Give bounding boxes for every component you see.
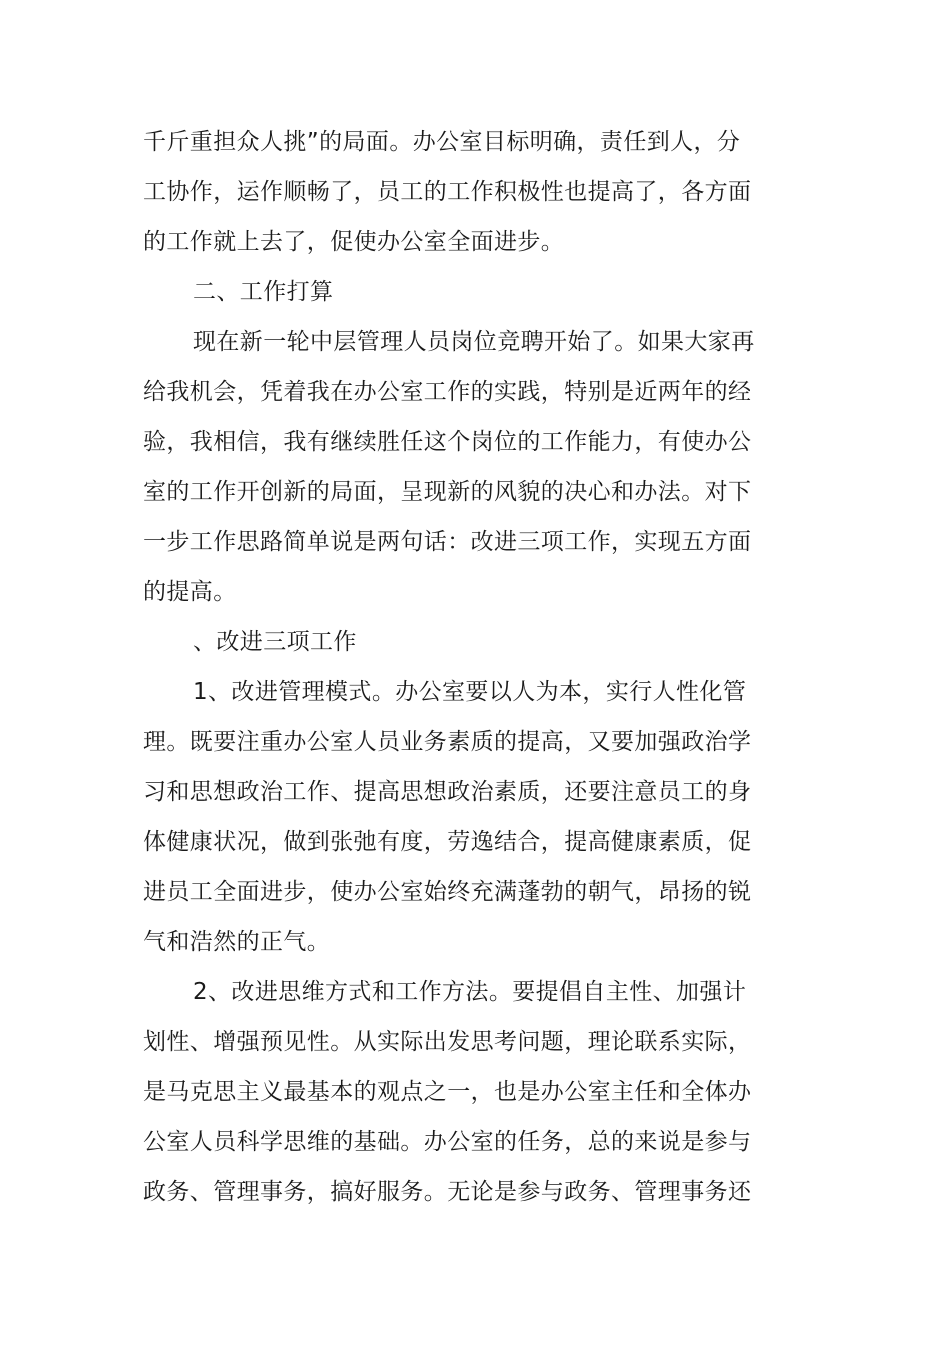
text-line: 、改进三项工作 [193,629,357,655]
text-line: 习和思想政治工作、提高思想政治素质，还要注意员工的身 [143,779,752,805]
text-line: 气和浩然的正气。 [143,929,331,955]
text-line: 工协作，运作顺畅了，员工的工作积极性也提高了，各方面 [143,179,752,205]
text-line: 的工作就上去了，促使办公室全面进步。 [143,229,565,255]
text-line: 公室人员科学思维的基础。办公室的任务，总的来说是参与 [143,1129,752,1155]
text-line: 一步工作思路简单说是两句话：改进三项工作，实现五方面 [143,529,752,555]
text-line: 给我机会，凭着我在办公室工作的实践，特别是近两年的经 [143,379,752,405]
text-line: 验，我相信，我有继续胜任这个岗位的工作能力，有使办公 [143,429,752,455]
text-line: 的提高。 [143,579,237,605]
text-line: 体健康状况，做到张弛有度，劳逸结合，提高健康素质，促 [143,829,752,855]
text-line: 1、改进管理模式。办公室要以人为本，实行人性化管 [193,679,747,705]
text-line: 室的工作开创新的局面，呈现新的风貌的决心和办法。对下 [143,479,752,505]
text-line: 2、改进思维方式和工作方法。要提倡自主性、加强计 [193,979,747,1005]
text-line: 千斤重担众人挑”的局面。办公室目标明确，责任到人，分 [143,129,741,155]
text-line: 划性、增强预见性。从实际出发思考问题，理论联系实际， [143,1029,752,1055]
text-line: 政务、管理事务，搞好服务。无论是参与政务、管理事务还 [143,1179,752,1205]
text-line: 理。既要注重办公室人员业务素质的提高，又要加强政治学 [143,729,752,755]
text-line: 是马克思主义最基本的观点之一，也是办公室主任和全体办 [143,1079,752,1105]
text-line: 进员工全面进步，使办公室始终充满蓬勃的朝气，昂扬的锐 [143,879,752,905]
text-line: 现在新一轮中层管理人员岗位竞聘开始了。如果大家再 [193,329,755,355]
document-body [143,117,755,1217]
text-line: 二、工作打算 [193,279,334,305]
